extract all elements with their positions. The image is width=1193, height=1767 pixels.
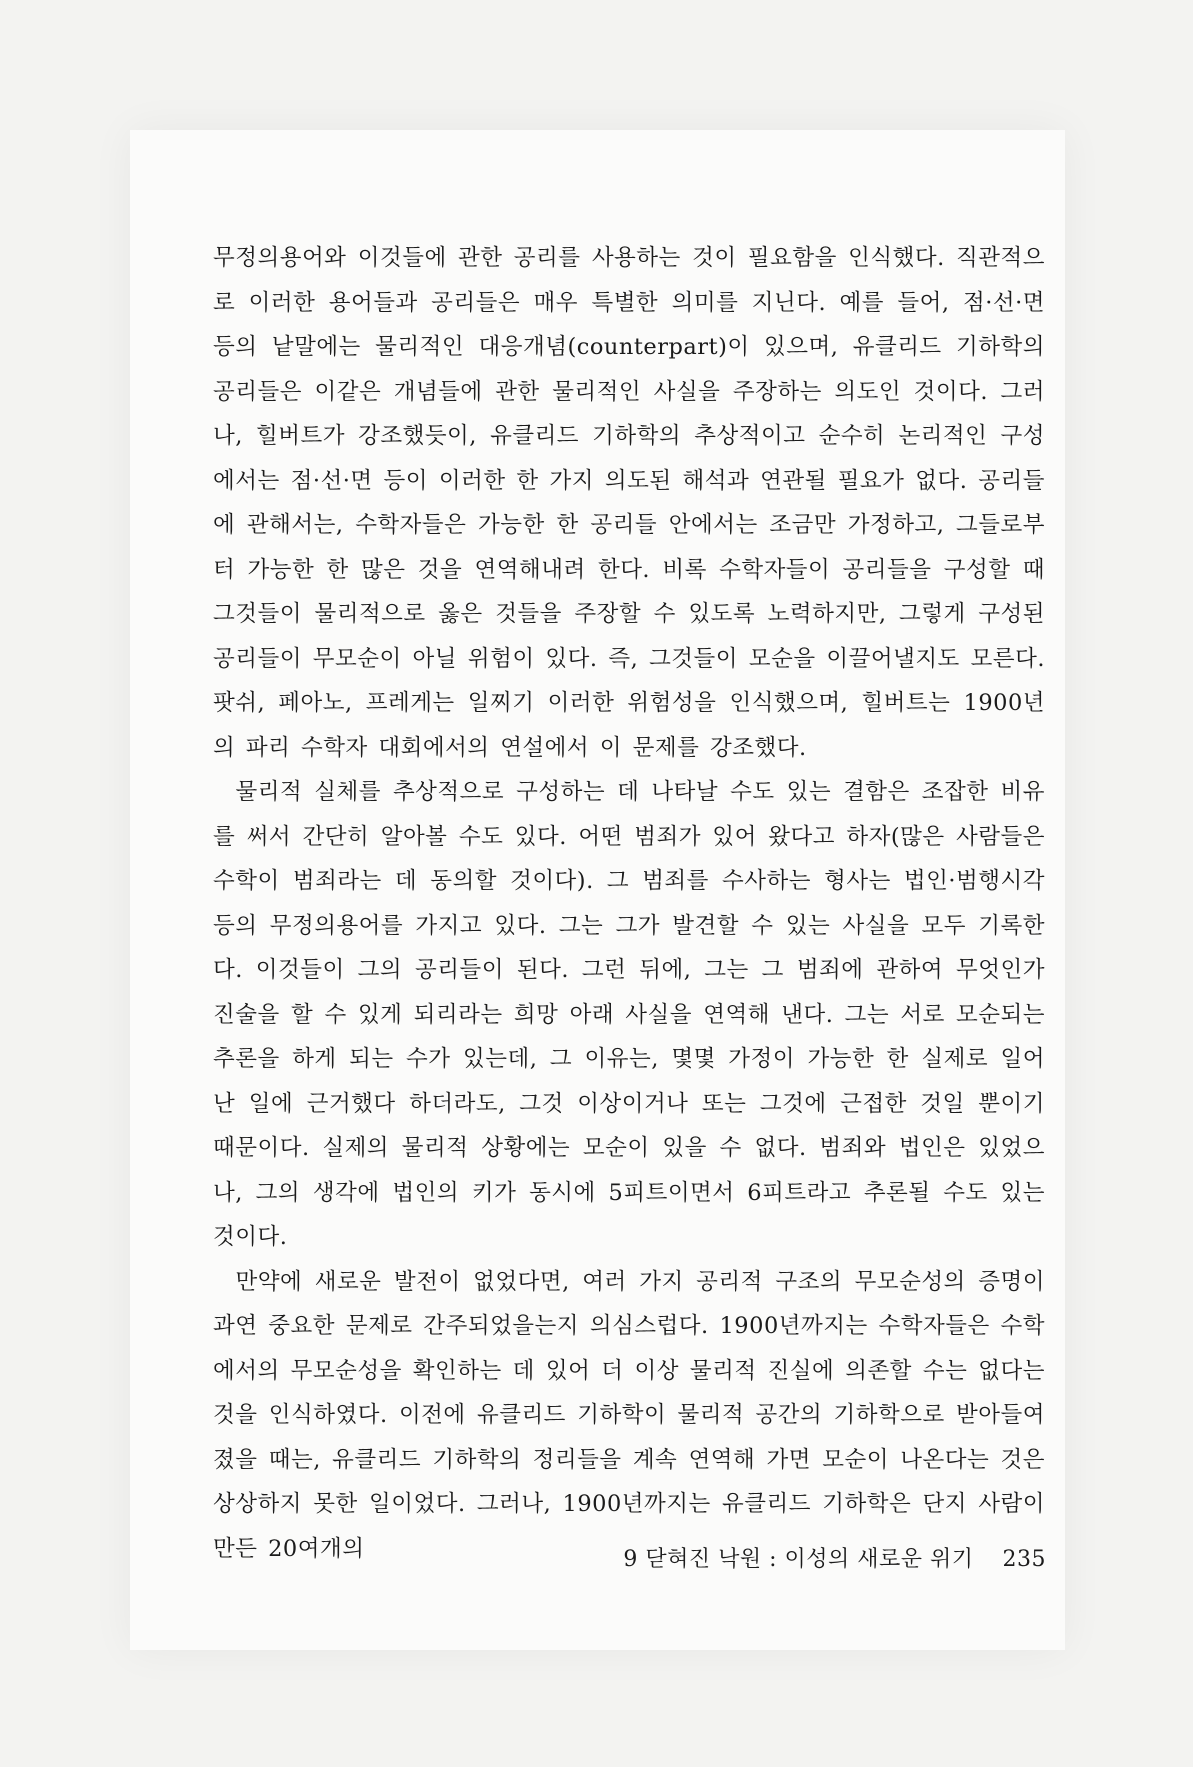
running-footer — [590, 1545, 1046, 1575]
paragraph-3: 만약에 새로운 발전이 없었다면, 여러 가지 공리적 구조의 무모순성의 증명이 과연 중요한 문제로 간주되었을는지 의심스럽다. 1900년까지는 수학자들은 수학에서의 무모순성을 확인하는 데 있어 더 이상 물리적 진실에 의존할 수는 없다는 것을 인식하였다. 이전에 유클리드 기하학이 물리적 공간의 기하학으로 받아들여졌을 때는, 유클리드 기하학의 정리들을 계속 연역해 가면 모순이 나온다는 것은 상상하지 못한 일이었다. 그러나, 1900년까지는 유클리드 기하학은 단지 사람이 만든 20여개의 — [213, 1268, 1045, 1562]
paragraph-2: 물리적 실체를 추상적으로 구성하는 데 나타날 수도 있는 결함은 조잡한 비유를 써서 간단히 알아볼 수도 있다. 어떤 범죄가 있어 왔다고 하자(많은 사람들은 수학이 범죄라는 데 동의할 것이다). 그 범죄를 수사하는 형사는 법인·범행시각 등의 무정의용어를 가지고 있다. 그는 그가 발견할 수 있는 사실을 모두 기록한다. 이것들이 그의 공리들이 된다. 그런 뒤에, 그는 그 범죄에 관하여 무엇인가 진술을 할 수 있게 되리라는 희망 아래 사실을 연역해 낸다. 그는 서로 모순되는 추론을 하게 되는 수가 있는데, 그 이유는, 몇몇 가정이 가능한 한 실제로 일어난 일에 근거했다 하더라도, 그것 이상이거나 또는 그것에 근접한 것일 뿐이기 때문이다. 실제의 물리적 상황에는 모순이 있을 수 없다. 범죄와 법인은 있었으나, 그의 생각에 법인의 키가 동시에 5피트이면서 6피트라고 추론될 수도 있는 것이다. — [213, 779, 1045, 1250]
chapter-title: 닫혀진 낙원 : 이성의 새로운 위기 — [645, 1547, 974, 1572]
paragraph-1: 무정의용어와 이것들에 관한 공리를 사용하는 것이 필요함을 인식했다. 직관적으로 이러한 용어들과 공리들은 매우 특별한 의미를 지닌다. 예를 들어, 점·선·면 등의 낱말에는 물리적인 대응개념(counterpart)이 있으며, 유클리드 기하학의 공리들은 이같은 개념들에 관한 물리적인 사실을 주장하는 의도인 것이다. 그러나, 힐버트가 강조했듯이, 유클리드 기하학의 추상적이고 순수히 논리적인 구성에서는 점·선·면 등이 이러한 한 가지 의도된 해석과 연관될 필요가 없다. 공리들에 관해서는, 수학자들은 가능한 한 공리들 안에서는 조금만 가정하고, 그들로부터 가능한 한 많은 것을 연역해내려 한다. 비록 수학자들이 공리들을 구성할 때 그것들이 물리적으로 옳은 것들을 주장할 수 있도록 노력하지만, 그렇게 구성된 공리들이 무모순이 아닐 위험이 있다. 즉, 그것들이 모순을 이끌어낼지도 모른다. 팟쉬, 페아노, 프레게는 일찌기 이러한 위험성을 인식했으며, 힐버트는 1900년의 파리 수학자 대회에서의 연설에서 이 문제를 강조했다. — [213, 245, 1045, 761]
body-text — [213, 236, 1045, 1571]
chapter-number: 9 — [623, 1547, 638, 1572]
page-number: 235 — [1002, 1547, 1046, 1572]
